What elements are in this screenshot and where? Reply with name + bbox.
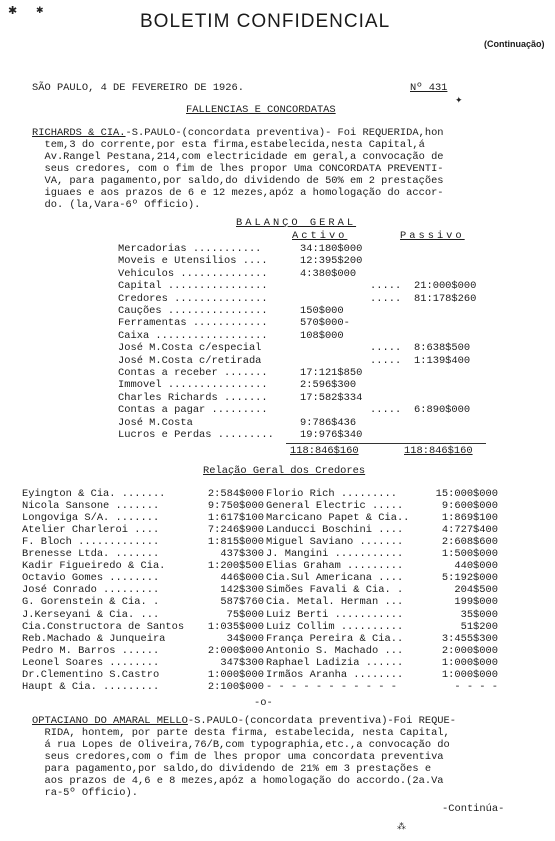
creditor-name: Dr.Clementino S.Castro (22, 668, 160, 681)
creditor-amount: 204$500 (454, 584, 498, 597)
balance-row-passivo: 1:139$400 (414, 354, 471, 367)
creditor-name: Brenesse Ltda. ....... (22, 548, 160, 561)
creditor-name: Reb.Machado & Junqueira (22, 632, 166, 645)
creditor-name: Raphael Ladizia ...... (266, 656, 404, 669)
balance-row-activo: 4:380$000 (300, 267, 357, 280)
creditor-name: José Conrado ......... (22, 584, 160, 597)
entry-line: aos prazos de 4,6 e 8 mezes,apóz a homologação do accordo.(2a.Va (32, 775, 444, 787)
balance-row-label: Moveis e Utensilios .... (118, 255, 268, 268)
creditor-amount: 1:035$000 (207, 620, 264, 633)
creditor-amount: 587$760 (220, 596, 264, 609)
continues-label: -Continúa- (442, 803, 505, 815)
passivo-header: Passivo (400, 230, 465, 242)
creditor-name: Landucci Boschini .... (266, 524, 404, 537)
balance-row-activo: ..... (370, 280, 402, 293)
balance-row-passivo: 21:000$000 (414, 280, 477, 293)
bulletin-number: Nº 431 (410, 82, 448, 94)
creditor-name: Simões Favali & Cia. . (266, 584, 404, 597)
creditor-name: Haupt & Cia. ......... (22, 680, 160, 693)
creditor-name: Kadir Figueiredo & Cia. (22, 560, 166, 573)
entry-line: -S.PAULO-(concordata preventiva)- Foi REQUERIDA,hon (125, 127, 444, 139)
creditor-amount: 2:584$000 (207, 488, 264, 500)
creditor-name: Irmãos Aranha ........ (266, 668, 404, 681)
entry-line: á rua Lopes de Oliveira,76/B,com typographia,etc.,a convocação do (32, 739, 450, 751)
entry-line: VA, para pagamento,por saldo,do dividendo de 50% em 2 prestações (32, 175, 444, 187)
balance-row-activo: 9:786$436 (300, 416, 357, 429)
creditor-name: Atelier Charleroi .... (22, 524, 160, 537)
balance-row-passivo: 8:638$500 (414, 342, 471, 355)
creditor-amount: 34$000 (226, 632, 264, 645)
balance-row-label: Cauções ................ (118, 305, 268, 317)
ink-mark-icon: ✱ (8, 4, 18, 17)
creditor-amount: 437$300 (220, 548, 264, 561)
date-line: SÃO PAULO, 4 DE FEVEREIRO DE 1926. (32, 82, 245, 94)
creditor-name: Cia. Metal. Herman ... (266, 596, 404, 609)
activo-header: Activo (292, 230, 348, 242)
balance-row-label: Caixa .................. (118, 329, 268, 342)
entry-line: -S.PAULO-(concordata preventiva)-Foi REQUE- (187, 715, 457, 727)
entry-richards (32, 127, 444, 211)
creditor-amount: 9:750$000 (207, 500, 264, 513)
creditors-title: Relação Geral dos Credores (203, 465, 366, 477)
balance-row-activo: 2:596$300 (300, 379, 357, 392)
balance-row-label: Capital ................ (118, 280, 268, 293)
creditor-name: General Electric ..... (266, 500, 404, 513)
balance-row-activo: 17:121$850 (300, 367, 363, 379)
creditor-amount: 1:815$000 (207, 536, 264, 549)
creditor-amount: 15:000$000 (435, 488, 498, 500)
entry-line: seus credores,com o fim de lhes propor uma concordata preventiva (32, 751, 444, 763)
creditor-amount: 1:200$500 (207, 560, 264, 573)
creditor-amount: 142$300 (220, 584, 264, 597)
total-activo: 118:846$160 (290, 445, 359, 457)
balance-title: BALANÇO GERAL (236, 217, 357, 229)
creditor-amount: 3:455$300 (441, 632, 498, 645)
balance-row-label: Lucros e Perdas ......... (118, 429, 274, 441)
creditor-amount: 2:000$000 (441, 644, 498, 657)
balance-row-activo: 34:180$000 (300, 243, 363, 255)
creditor-amount: 75$000 (226, 608, 264, 621)
document-title: BOLETIM CONFIDENCIAL (140, 11, 391, 32)
entry-line: para pagamento,por saldo,do dividendo de 21% em 3 prestações e (32, 763, 432, 775)
creditor-name: Marcicano Papet & Cia.. (266, 512, 410, 525)
balance-row-label: Vehiculos .............. (118, 267, 268, 280)
total-rule (286, 443, 486, 444)
creditor-name: Leonel Soares ........ (22, 656, 160, 669)
balance-row-label: José M.Costa (118, 416, 193, 429)
balance-row-passivo: 81:178$260 (414, 292, 477, 305)
section-separator: -o- (254, 697, 273, 709)
balance-row-activo: 17:582$334 (300, 391, 363, 404)
creditor-amount: 9:600$000 (441, 500, 498, 513)
creditor-name: F. Bloch ............. (22, 536, 160, 549)
creditor-amount: 1:000$000 (441, 656, 498, 669)
creditor-name: Eyington & Cia. ....... (22, 488, 166, 500)
creditor-amount: 446$000 (220, 572, 264, 585)
creditor-name: Miguel Saviano ....... (266, 536, 404, 549)
creditor-name: Cia.Constructora de Santos (22, 620, 185, 633)
creditor-name: Elias Graham ......... (266, 560, 404, 573)
ink-mark-icon: ✱ (36, 6, 44, 16)
creditor-amount: 2:000$000 (207, 644, 264, 657)
balance-row-activo: ..... (370, 404, 402, 417)
creditor-name: J. Mangini ........... (266, 548, 404, 561)
creditor-name: Florio Rich ......... (266, 488, 397, 500)
creditor-name: J.Kerseyani & Cia. ... (22, 608, 160, 621)
entry-line: tem,3 do corrente,por esta firma,estabelecida,nesta Capital,á (32, 139, 425, 151)
balance-row-label: José M.Costa c/especial (118, 342, 262, 355)
entry-line: seus credores, com o fim de lhes propor Uma CONCORDATA PREVENTI- (32, 163, 444, 175)
balance-row-label: Mercadorias ........... (118, 243, 262, 255)
entry-line: do. (la,Vara-6º Officio). (32, 199, 201, 211)
balance-row-activo: ..... (370, 354, 402, 367)
creditor-name: Octavio Gomes ........ (22, 572, 160, 585)
section-heading: FALLENCIAS E CONCORDATAS (186, 104, 336, 116)
creditor-name: Cia.Sul Americana .... (266, 572, 404, 585)
creditor-amount: 1:869$100 (441, 512, 498, 525)
balance-row-label: Credores ............... (118, 292, 268, 305)
creditor-amount: 5:192$000 (441, 572, 498, 585)
creditor-amount: 1:000$000 (441, 668, 498, 681)
balance-row-activo: 108$000 (300, 329, 344, 342)
balance-row-label: Immovel ................ (118, 379, 268, 392)
creditor-amount: 1:617$100 (207, 512, 264, 525)
creditor-name: França Pereira & Cia.. (266, 632, 404, 645)
balance-row-label: José M.Costa c/retirada (118, 354, 262, 367)
entry-optaciano (32, 715, 456, 799)
creditor-amount: - - - - (454, 680, 498, 693)
creditor-amount: 1:500$000 (441, 548, 498, 561)
company-name: RICHARDS & CIA. (32, 127, 126, 139)
creditor-amount: 2:608$600 (441, 536, 498, 549)
balance-row-activo: 19:976$340 (300, 429, 363, 441)
balance-row-label: Charles Richards ....... (118, 391, 268, 404)
ink-mark-icon: ✦ (455, 96, 463, 106)
creditor-amount: 440$000 (454, 560, 498, 573)
balance-row-label: Contas a receber ....... (118, 367, 268, 379)
balance-row-passivo: 6:890$000 (414, 404, 471, 417)
balance-row-activo: 570$000- (300, 317, 350, 330)
creditor-name: G. Gorenstein & Cia. . (22, 596, 160, 609)
creditor-name: Nicola Sansone ....... (22, 500, 160, 513)
creditor-name: Pedro M. Barros ...... (22, 644, 160, 657)
creditor-amount: 347$300 (220, 656, 264, 669)
ink-mark-icon: ⁂ (397, 822, 406, 832)
balance-row-activo: 12:395$200 (300, 255, 363, 268)
balance-row-activo: ..... (370, 342, 402, 355)
entry-line: RIDA, hontem, por parte desta firma, estabelecida, nesta Capital, (32, 727, 450, 739)
creditor-amount: 199$000 (454, 596, 498, 609)
creditor-name: Luiz Berti ........... (266, 608, 404, 621)
creditor-amount: 2:100$000 (207, 680, 264, 693)
creditor-name: Luiz Collim .......... (266, 620, 404, 633)
creditor-name: Antonio S. Machado ... (266, 644, 404, 657)
creditor-amount: 1:000$000 (207, 668, 264, 681)
balance-row-label: Contas a pagar ......... (118, 404, 268, 417)
company-name: OPTACIANO DO AMARAL MELLO (32, 715, 188, 727)
creditor-name: - - - - - - - - - - - (266, 680, 397, 693)
total-passivo: 118:846$160 (404, 445, 473, 457)
creditor-amount: 35$000 (460, 608, 498, 621)
balance-row-activo: ..... (370, 292, 402, 305)
continuation-label: (Continuação) (484, 39, 545, 49)
entry-line: iguaes e aos prazos de 6 e 12 mezes,apóz a homologação do accor- (32, 187, 444, 199)
creditor-name: Longoviga S/A. ....... (22, 512, 160, 525)
entry-line: Av.Rangel Pestana,214,com electricidade em geral,a convocação de (32, 151, 444, 163)
creditor-amount: 51$200 (460, 620, 498, 633)
balance-row-label: Ferramentas ............ (118, 317, 268, 330)
creditor-amount: 7:246$900 (207, 524, 264, 537)
creditor-amount: 4:727$400 (441, 524, 498, 537)
balance-row-activo: 150$000 (300, 305, 344, 317)
entry-line: ra-5º Officio). (32, 787, 139, 799)
